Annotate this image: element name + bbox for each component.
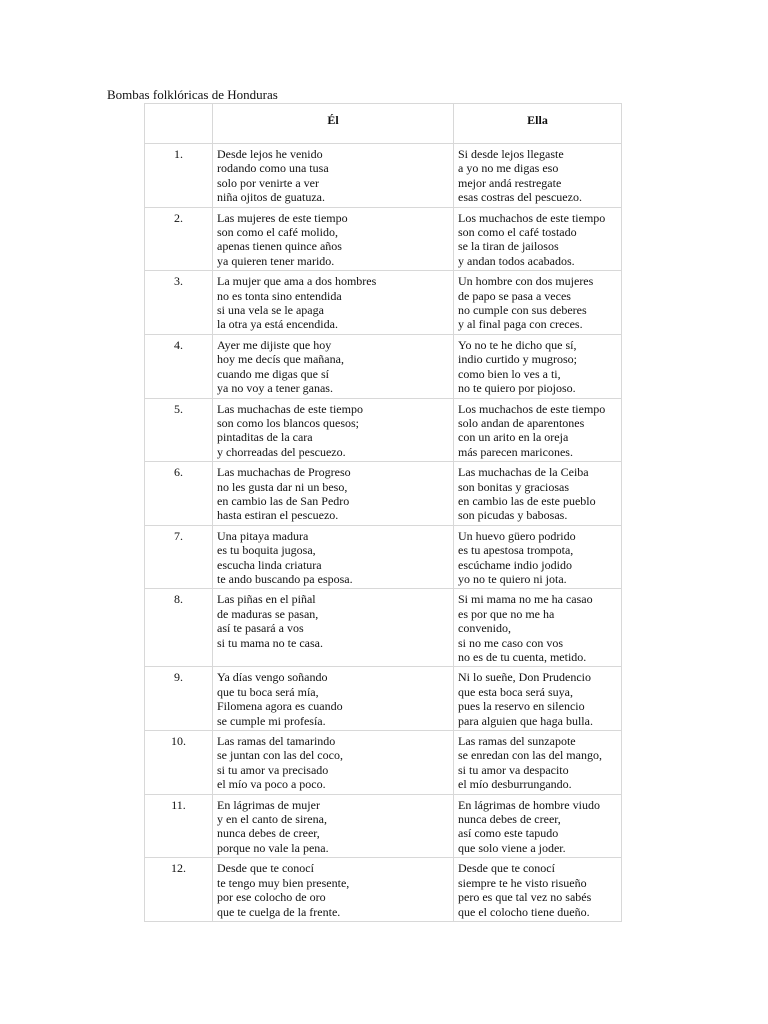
verse-el: Desde que te conocí te tengo muy bien presente, por ese colocho de oro que te cuelga de la frente. (213, 858, 454, 922)
verse-el: Las muchachas de este tiempo son como los blancos quesos; pintaditas de la cara y chorreadas del pescuezo. (213, 398, 454, 462)
row-number: 3. (145, 271, 213, 335)
table-row (145, 334, 622, 398)
row-number: 1. (145, 144, 213, 208)
table-body (145, 144, 622, 922)
table-row (145, 667, 622, 731)
verse-ella: En lágrimas de hombre viudo nunca debes de creer, así como este tapudo que solo viene a joder. (454, 794, 622, 858)
row-number: 7. (145, 525, 213, 589)
verse-ella: Desde que te conocí siempre te he visto risueño pero es que tal vez no sabés que el colocho tiene dueño. (454, 858, 622, 922)
verse-el: Una pitaya madura es tu boquita jugosa, escucha linda criatura te ando buscando pa esposa. (213, 525, 454, 589)
verse-ella: Yo no te he dicho que sí, indio curtido y mugroso; como bien lo ves a ti, no te quiero por piojoso. (454, 334, 622, 398)
verse-ella: Los muchachos de este tiempo son como el café tostado se la tiran de jailosos y andan todos acabados. (454, 207, 622, 271)
verse-el: Las mujeres de este tiempo son como el café molido, apenas tienen quince años ya quieren tener marido. (213, 207, 454, 271)
verse-ella: Ni lo sueñe, Don Prudencio que esta boca será suya, pues la reservo en silencio para alguien que haga bulla. (454, 667, 622, 731)
header-el: Él (213, 104, 454, 144)
verse-ella: Si desde lejos llegaste a yo no me digas eso mejor andá restregate esas costras del pescuezo. (454, 144, 622, 208)
verse-ella: Las muchachas de la Ceiba son bonitas y graciosas en cambio las de este pueblo son picudas y babosas. (454, 462, 622, 526)
verse-el: Las ramas del tamarindo se juntan con las del coco, si tu amor va precisado el mío va poco a poco. (213, 731, 454, 795)
row-number: 4. (145, 334, 213, 398)
header-num (145, 104, 213, 144)
row-number: 11. (145, 794, 213, 858)
row-number: 9. (145, 667, 213, 731)
verse-ella: Un huevo güero podrido es tu apestosa trompota, escúchame indio jodido yo no te quiero ni jota. (454, 525, 622, 589)
verse-ella: Un hombre con dos mujeres de papo se pasa a veces no cumple con sus deberes y al final paga con creces. (454, 271, 622, 335)
row-number: 8. (145, 589, 213, 667)
row-number: 12. (145, 858, 213, 922)
verse-el: Ya días vengo soñando que tu boca será mía, Filomena agora es cuando se cumple mi profesía. (213, 667, 454, 731)
table-row (145, 207, 622, 271)
verse-el: Las piñas en el piñal de maduras se pasan, así te pasará a vos si tu mama no te casa. (213, 589, 454, 667)
verse-ella: Si mi mama no me ha casao es por que no me ha convenido, si no me caso con vos no es de tu cuenta, metido. (454, 589, 622, 667)
verse-ella: Las ramas del sunzapote se enredan con las del mango, si tu amor va despacito el mío desburrungando. (454, 731, 622, 795)
header-row (145, 104, 622, 144)
row-number: 2. (145, 207, 213, 271)
row-number: 6. (145, 462, 213, 526)
table-row (145, 525, 622, 589)
document-title: Bombas folklóricas de Honduras (107, 87, 278, 102)
verse-el: Desde lejos he venido rodando como una tusa solo por venirte a ver niña ojitos de guatuza. (213, 144, 454, 208)
table-row (145, 144, 622, 208)
table-row (145, 462, 622, 526)
verse-el: Ayer me dijiste que hoy hoy me decís que mañana, cuando me digas que sí ya no voy a tener ganas. (213, 334, 454, 398)
table-row (145, 858, 622, 922)
bombas-table (144, 103, 622, 922)
table-row (145, 589, 622, 667)
table-row (145, 731, 622, 795)
table-row (145, 794, 622, 858)
row-number: 5. (145, 398, 213, 462)
table-row (145, 271, 622, 335)
verse-ella: Los muchachos de este tiempo solo andan de aparentones con un arito en la oreja más parecen maricones. (454, 398, 622, 462)
row-number: 10. (145, 731, 213, 795)
verse-el: En lágrimas de mujer y en el canto de sirena, nunca debes de creer, porque no vale la pena. (213, 794, 454, 858)
header-ella: Ella (454, 104, 622, 144)
verse-el: Las muchachas de Progreso no les gusta dar ni un beso, en cambio las de San Pedro hasta estiran el pescuezo. (213, 462, 454, 526)
table-row (145, 398, 622, 462)
verse-el: La mujer que ama a dos hombres no es tonta sino entendida si una vela se le apaga la otra ya está encendida. (213, 271, 454, 335)
